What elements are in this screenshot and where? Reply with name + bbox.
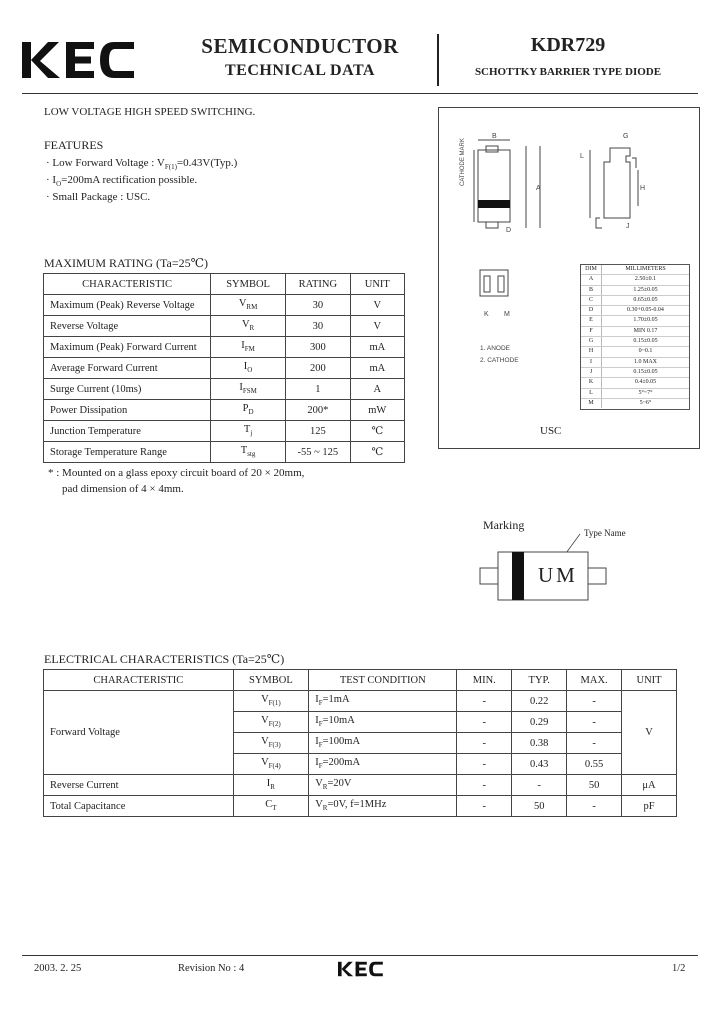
cell-condition: $V_R=0V$, f=1MHz	[309, 796, 457, 817]
table-row	[44, 337, 405, 358]
cell-typ: 0.29	[512, 712, 567, 733]
cell-typ: 0.22	[512, 691, 567, 712]
cell-rating: 300	[286, 337, 351, 358]
cell-condition: $V_R=20V$	[309, 775, 457, 796]
cell-rating: -55 ~ 125	[286, 442, 351, 463]
table-row	[44, 442, 405, 463]
cell-max: -	[567, 712, 622, 733]
feature-package: · Small Package : USC.	[46, 191, 151, 203]
svg-text:L: L	[580, 153, 584, 160]
cell-symbol: $V_{F(4)}$	[233, 754, 309, 775]
col-characteristic: CHARACTERISTIC	[44, 274, 211, 295]
dim-row: M 5~6°	[581, 399, 689, 408]
cell-symbol: $P_D$	[211, 400, 286, 421]
dim-row: D 0.30+0.05-0.04	[581, 306, 689, 316]
cell-max: -	[567, 796, 622, 817]
cell-symbol: $I_{FM}$	[211, 337, 286, 358]
cell-char: Storage Temperature Range	[44, 442, 211, 463]
dimension-table	[580, 264, 690, 410]
electrical-heading: ELECTRICAL CHARACTERISTICS (Ta=25℃)	[44, 652, 285, 666]
svg-text:H: H	[640, 185, 646, 192]
cell-reverse-current: Reverse Current	[44, 775, 234, 796]
col-symbol: SYMBOL	[211, 274, 286, 295]
col-unit: UNIT	[622, 670, 677, 691]
table-row	[44, 691, 677, 712]
header-divider	[437, 34, 439, 86]
max-rating-heading: MAXIMUM RATING (Ta=25℃)	[44, 256, 209, 270]
header-subtitle: TECHNICAL DATA	[225, 62, 375, 79]
cell-min: -	[457, 754, 512, 775]
pin2-label: 2. CATHODE	[480, 357, 519, 364]
marking-heading: Marking	[483, 518, 525, 532]
col-typ: TYP.	[512, 670, 567, 691]
cell-rating: 1	[286, 379, 351, 400]
dim-row: I 1.0 MAX	[581, 358, 689, 368]
header-rule	[22, 93, 698, 94]
col-symbol: SYMBOL	[233, 670, 309, 691]
cell-rating: 125	[286, 421, 351, 442]
cell-min: -	[457, 691, 512, 712]
cell-max: 0.55	[567, 754, 622, 775]
cell-unit: V	[622, 691, 677, 775]
svg-text:K: K	[484, 311, 489, 318]
col-rating: RATING	[286, 274, 351, 295]
cell-min: -	[457, 733, 512, 754]
svg-text:B: B	[492, 133, 497, 140]
table-header-row	[44, 274, 405, 295]
dim-row: H 0~0.1	[581, 347, 689, 357]
footnote-line1: * : Mounted on a glass epoxy circuit board of 20 × 20mm,	[48, 467, 305, 479]
feature-rectification: · $I_O=200mA$ rectification possible.	[46, 174, 198, 189]
cell-symbol: $V_{F(3)}$	[233, 733, 309, 754]
package-label: USC	[540, 425, 562, 437]
cell-char: Maximum (Peak) Forward Current	[44, 337, 211, 358]
header-title: SEMICONDUCTOR	[201, 34, 399, 58]
cathode-band	[478, 200, 510, 208]
cell-typ: 0.38	[512, 733, 567, 754]
cell-rating: 30	[286, 316, 351, 337]
dim-row: C 0.65±0.05	[581, 296, 689, 306]
cell-condition: $I_F=1mA$	[309, 691, 457, 712]
cell-symbol: $I_O$	[211, 358, 286, 379]
cell-rating: 200*	[286, 400, 351, 421]
dim-row: E 1.70±0.05	[581, 316, 689, 326]
cell-unit: V	[350, 295, 404, 316]
dim-row: G 0.15±0.05	[581, 337, 689, 347]
cell-symbol: $T_{stg}$	[211, 442, 286, 463]
feature-forward-voltage: · Low Forward Voltage : $V_{F(1)}=0.43V(Typ.)$	[46, 157, 238, 172]
max-rating-table	[43, 273, 405, 463]
type-name-label: Type Name	[584, 528, 626, 538]
cell-char: Average Forward Current	[44, 358, 211, 379]
table-row	[44, 421, 405, 442]
cell-unit: mW	[350, 400, 404, 421]
dim-row: B 1.25±0.05	[581, 286, 689, 296]
cell-char: Reverse Voltage	[44, 316, 211, 337]
cell-condition: $I_F=200mA$	[309, 754, 457, 775]
cell-unit: ℃	[350, 421, 404, 442]
marking-code: UM	[538, 563, 578, 587]
cell-rating: 200	[286, 358, 351, 379]
cell-symbol: $T_j$	[211, 421, 286, 442]
electrical-table	[43, 669, 677, 817]
part-description: SCHOTTKY BARRIER TYPE DIODE	[474, 66, 662, 78]
pin1-label: 1. ANODE	[480, 345, 510, 352]
table-row	[44, 358, 405, 379]
cell-unit: A	[350, 379, 404, 400]
cell-symbol: $I_R$	[233, 775, 309, 796]
table-row	[44, 400, 405, 421]
cell-min: -	[457, 712, 512, 733]
table-row	[44, 796, 677, 817]
cell-min: -	[457, 796, 512, 817]
cell-typ: -	[512, 775, 567, 796]
part-number: KDR729	[530, 34, 606, 56]
svg-text:A: A	[536, 185, 541, 192]
cell-unit: ℃	[350, 442, 404, 463]
table-row	[44, 316, 405, 337]
cell-symbol: $V_{F(1)}$	[233, 691, 309, 712]
cell-max: -	[567, 733, 622, 754]
application-text: LOW VOLTAGE HIGH SPEED SWITCHING.	[44, 106, 256, 118]
cell-char: Power Dissipation	[44, 400, 211, 421]
cell-max: 50	[567, 775, 622, 796]
dim-row: L 5°~7°	[581, 389, 689, 399]
cell-symbol: $V_{RM}$	[211, 295, 286, 316]
cell-char: Maximum (Peak) Reverse Voltage	[44, 295, 211, 316]
cell-typ: 50	[512, 796, 567, 817]
cell-symbol: $I_{FSM}$	[211, 379, 286, 400]
cell-symbol: $C_T$	[233, 796, 309, 817]
cell-unit: mA	[350, 337, 404, 358]
kec-logo	[22, 40, 137, 80]
cell-condition: $I_F=100mA$	[309, 733, 457, 754]
dim-row: K 0.4±0.05	[581, 378, 689, 388]
cell-forward-voltage: Forward Voltage	[44, 691, 234, 775]
cell-char: Surge Current (10ms)	[44, 379, 211, 400]
cell-rating: 30	[286, 295, 351, 316]
cell-unit: μA	[622, 775, 677, 796]
cell-unit: V	[350, 316, 404, 337]
footnote-line2: pad dimension of 4 × 4mm.	[62, 483, 184, 495]
cell-max: -	[567, 691, 622, 712]
col-min: MIN.	[457, 670, 512, 691]
dim-row: J 0.15±0.05	[581, 368, 689, 378]
col-unit: UNIT	[350, 274, 404, 295]
cathode-mark-label: CATHODE MARK	[460, 138, 466, 186]
cell-unit: mA	[350, 358, 404, 379]
footer-date: 2003. 2. 25	[34, 963, 82, 974]
dim-row: A 2.50±0.1	[581, 275, 689, 285]
table-header-row	[44, 670, 677, 691]
table-row	[44, 775, 677, 796]
col-characteristic: CHARACTERISTIC	[44, 670, 234, 691]
cell-min: -	[457, 775, 512, 796]
dim-header: DIM MILLIMETERS	[581, 265, 689, 275]
footer-kec-logo	[335, 961, 387, 977]
dim-row: F MIN 0.17	[581, 327, 689, 337]
footer-page: 1/2	[672, 963, 686, 974]
svg-text:D: D	[506, 227, 512, 234]
footer-revision: Revision No : 4	[178, 963, 245, 974]
cell-char: Junction Temperature	[44, 421, 211, 442]
table-row	[44, 379, 405, 400]
col-test-condition: TEST CONDITION	[309, 670, 457, 691]
features-heading: FEATURES	[44, 138, 104, 152]
cell-symbol: $V_{F(2)}$	[233, 712, 309, 733]
cell-unit: pF	[622, 796, 677, 817]
table-row	[44, 295, 405, 316]
footer-rule	[22, 955, 698, 956]
svg-text:M: M	[504, 311, 510, 318]
cell-total-capacitance: Total Capacitance	[44, 796, 234, 817]
cell-condition: $I_F=10mA$	[309, 712, 457, 733]
cell-symbol: $V_R$	[211, 316, 286, 337]
cell-typ: 0.43	[512, 754, 567, 775]
col-max: MAX.	[567, 670, 622, 691]
svg-text:J: J	[626, 223, 630, 230]
svg-text:G: G	[623, 133, 629, 140]
